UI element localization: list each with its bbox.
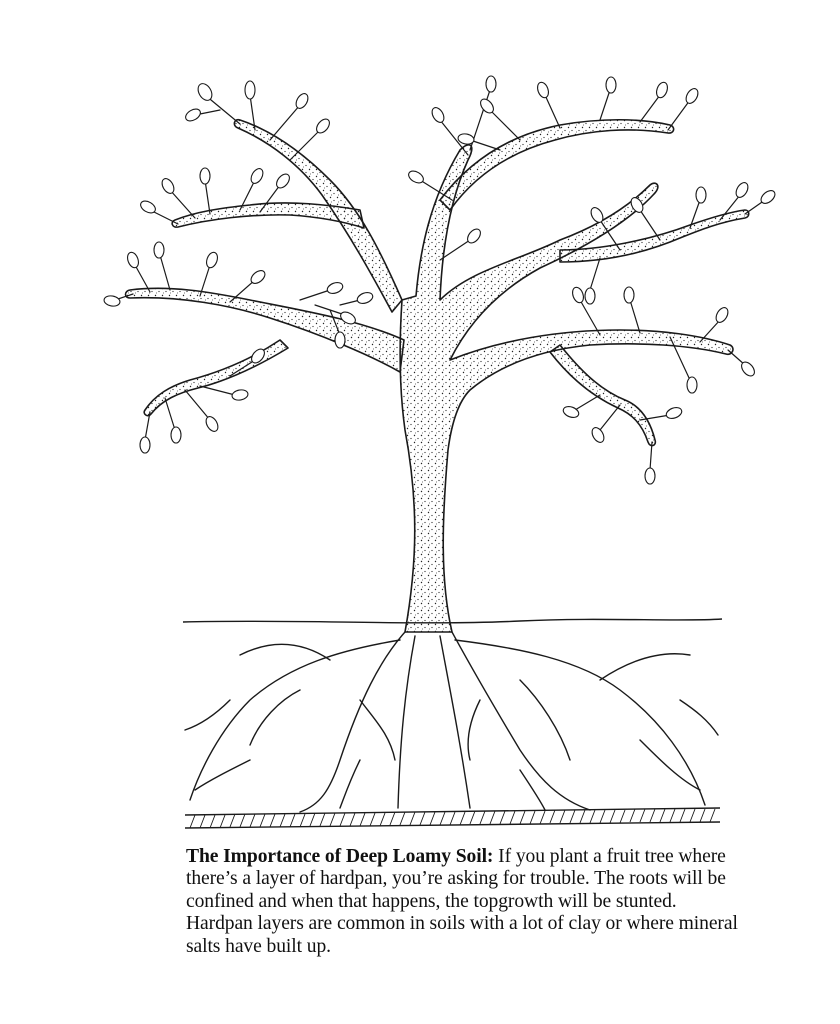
right-low-limb (550, 345, 655, 446)
caption-body: If you plant a fruit tree where there’s a layer of hardpan, you’re asking for trouble. The roots will be confined and when that happens, the topgrowth will be stunted. Hardpan layers are common in soils with a lot of clay or where mineral salts have built up. (186, 846, 738, 957)
caption-heading: The Importance of Deep Loamy Soil: (186, 846, 494, 867)
left-mid-limb (172, 203, 364, 228)
trunk (400, 145, 733, 632)
branches (126, 120, 749, 632)
hardpan-layer (185, 808, 720, 828)
ground-line (183, 619, 722, 623)
left-low-limb (144, 340, 288, 416)
roots (185, 632, 718, 812)
figure-caption (186, 846, 746, 958)
